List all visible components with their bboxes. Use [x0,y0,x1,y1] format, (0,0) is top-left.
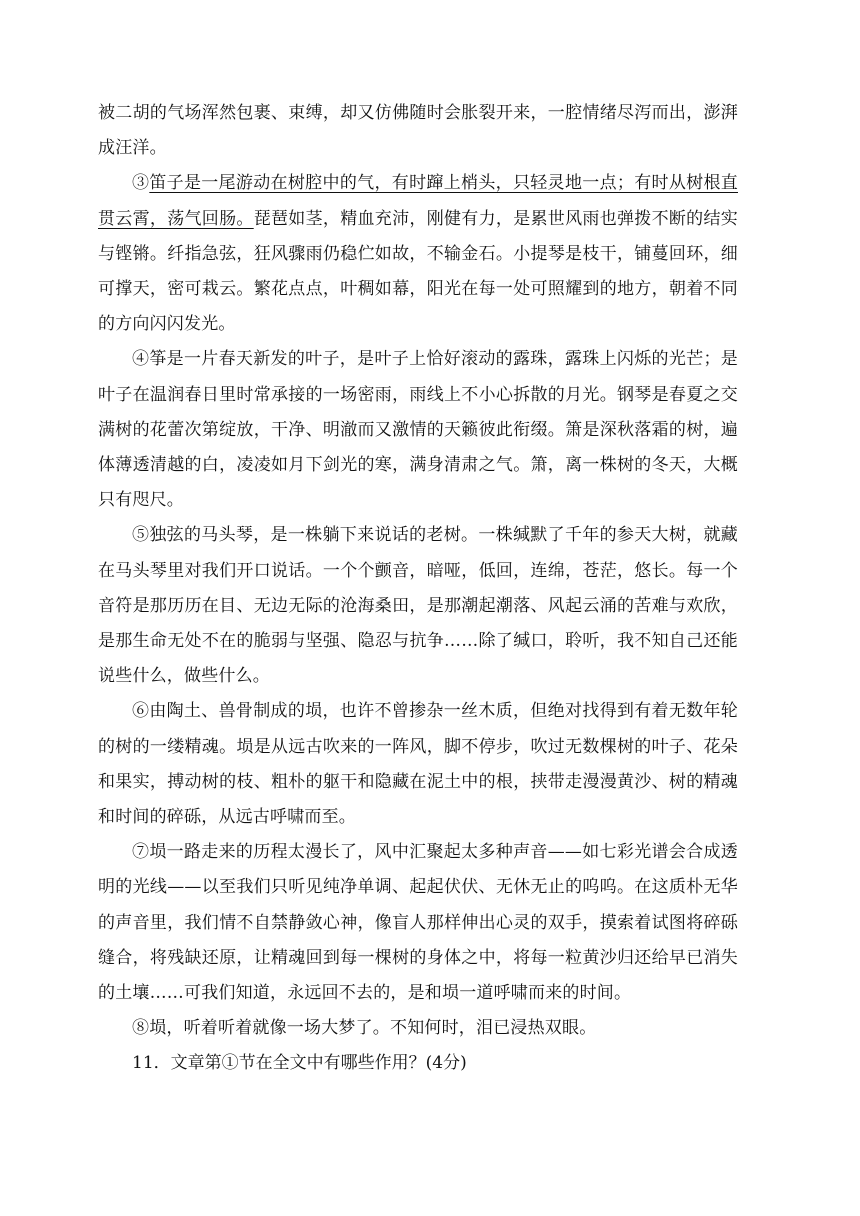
paragraph-7 [98,835,738,1011]
paragraph-continuation [98,96,738,166]
paragraph-8 [98,1011,738,1046]
paragraph-text: ④筝是一片春天新发的叶子，是叶子上恰好滚动的露珠，露珠上闪烁的光芒；是叶子在温润春日里时常承接的一场密雨，雨线上不小心拆散的月光。钢琴是春夏之交满树的花蕾次第绽放，干净、明澈而又激情的天籁彼此衔缀。箫是深秋落霜的树，遍体薄透清越的白，凌凌如月下剑光的寒，满身清肃之气。箫，离一株树的冬天，大概只有咫尺。 [98,349,738,511]
paragraph-text: ⑦埙一路走来的历程太漫长了，风中汇聚起太多种声音——如七彩光谱会合成透明的光线——以至我们只听见纯净单调、起起伏伏、无休无止的呜呜。在这质朴无华的声音里，我们情不自禁静敛心神，像盲人那样伸出心灵的双手，摸索着试图将碎砾缝合，将残缺还原，让精魂回到每一棵树的身体之中，将每一粒黄沙归还给早已消失的土壤……可我们知道，永远回不去的，是和埙一道呼啸而来的时间。 [98,842,738,1004]
document-page [98,96,738,1082]
paragraph-4 [98,342,738,518]
paragraph-text: ⑧埙，听着听着就像一场大梦了。不知何时，泪已浸热双眼。 [132,1018,597,1039]
question-number: 11． [132,1053,171,1074]
paragraph-text: ⑤独弦的马头琴，是一株躺下来说话的老树。一株缄默了千年的参天大树，就藏在马头琴里对我们开口说话。一个个颤音，暗哑，低回，连绵，苍茫，悠长。每一个音符是那历历在目、无边无际的沧海桑田，是那潮起潮落、风起云涌的苦难与欢欣，是那生命无处不在的脆弱与坚强、隐忍与抗争……除了缄口，聆听，我不知自己还能说些什么，做些什么。 [98,525,738,687]
paragraph-5 [98,518,738,694]
paragraph-3 [98,166,738,342]
paragraph-marker: ③ [132,173,150,194]
paragraph-text: 被二胡的气场浑然包裹、束缚，却又仿佛随时会胀裂开来，一腔情绪尽泻而出，澎湃成汪洋。 [98,103,738,159]
underlined-sentence: 笛子是一尾游动在树腔中的气，有时蹿上梢头，只轻灵地一点；有时从树根直贯云霄，荡气回肠。 [98,173,738,229]
paragraph-6 [98,694,738,835]
paragraph-text: 琵琶如茎，精血充沛，刚健有力，是累世风雨也弹拨不断的结实与铿锵。纤指急弦，狂风骤雨仍稳伫如故，不输金石。小提琴是枝干，铺蔓回环，细可撑天，密可栽云。繁花点点，叶稠如幕，阳光在每一处可照耀到的地方，朝着不同的方向闪闪发光。 [98,208,738,335]
question-11 [98,1046,738,1081]
question-text: 文章第①节在全文中有哪些作用？(4分) [170,1053,467,1074]
paragraph-text: ⑥由陶土、兽骨制成的埙，也许不曾掺杂一丝木质，但绝对找得到有着无数年轮的树的一缕精魂。埙是从远古吹来的一阵风，脚不停步，吹过无数棵树的叶子、花朵和果实，搏动树的枝、粗朴的躯干和隐藏在泥土中的根，挟带走漫漫黄沙、树的精魂和时间的碎砾，从远古呼啸而至。 [98,701,738,828]
